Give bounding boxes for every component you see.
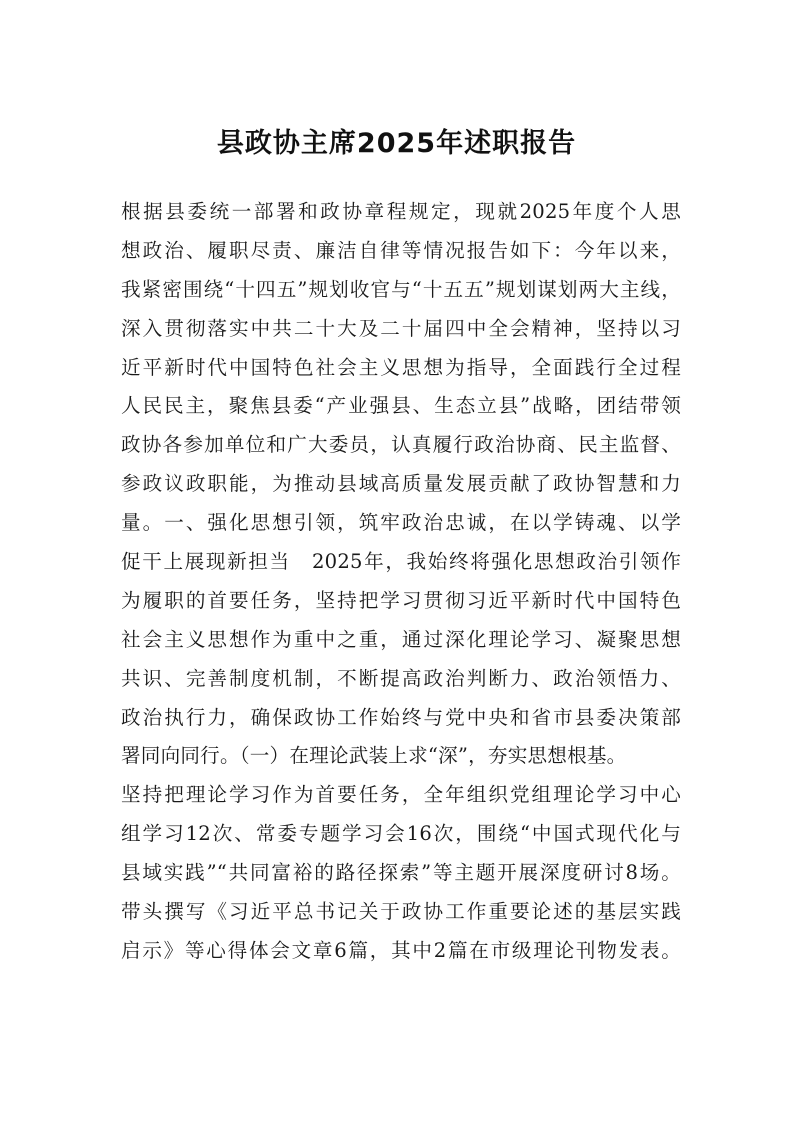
body-line: 组学习12次、常委专题学习会16次，围绕“中国式现代化与: [121, 822, 681, 846]
body-line: 县域实践”“共同富裕的路径探索”等主题开展深度研讨8场。: [121, 861, 681, 885]
body-line: 我紧密围绕“十四五”规划收官与“十五五”规划谋划两大主线，: [121, 277, 681, 301]
body-line: 坚持把理论学习作为首要任务，全年组织党组理论学习中心: [121, 783, 681, 807]
body-line: 近平新时代中国特色社会主义思想为指导，全面践行全过程: [121, 355, 681, 379]
body-line: 参政议政职能，为推动县域高质量发展贡献了政协智慧和力: [121, 472, 681, 496]
body-line: 为履职的首要任务，坚持把学习贯彻习近平新时代中国特色: [121, 588, 681, 612]
body-line: 量。一、强化思想引领，筑牢政治忠诚，在以学铸魂、以学: [121, 511, 681, 535]
document-title: 县政协主席2025年述职报告: [216, 128, 577, 159]
body-line: 社会主义思想作为重中之重，通过深化理论学习、凝聚思想: [121, 627, 681, 651]
body-line: 想政治、履职尽责、廉洁自律等情况报告如下：今年以来，: [121, 238, 681, 262]
body-line: 根据县委统一部署和政协章程规定，现就2025年度个人思: [121, 200, 681, 223]
document-body: [121, 193, 681, 971]
body-line: 促干上展现新担当 2025年，我始终将强化思想政治引领作: [121, 550, 681, 574]
body-line: 人民民主，聚焦县委“产业强县、生态立县”战略，团结带领: [121, 394, 681, 418]
body-line: 带头撰写《习近平总书记关于政协工作重要论述的基层实践: [121, 900, 681, 924]
body-line: 政协各参加单位和广大委员，认真履行政治协商、民主监督、: [121, 433, 681, 457]
body-line: 深入贯彻落实中共二十大及二十届四中全会精神，坚持以习: [121, 316, 681, 340]
body-line: 政治执行力，确保政协工作始终与党中央和省市县委决策部: [121, 705, 681, 729]
body-line: 署同向同行。（一）在理论武装上求“深”，夯实思想根基。: [121, 744, 627, 768]
body-line: 启示》等心得体会文章6篇，其中2篇在市级理论刊物发表。: [121, 938, 681, 962]
body-line: 共识、完善制度机制，不断提高政治判断力、政治领悟力、: [121, 666, 681, 690]
